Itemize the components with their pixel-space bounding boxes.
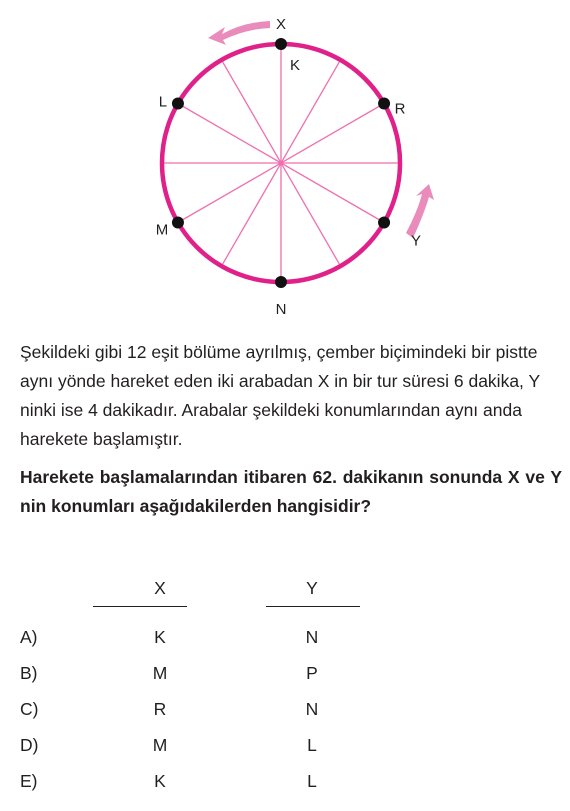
option-x-value: R [153, 699, 167, 719]
option-x-value: M [152, 735, 168, 755]
option-d[interactable] [20, 730, 380, 766]
position-dot [378, 217, 390, 229]
option-b[interactable] [20, 658, 380, 694]
option-y-value: P [306, 663, 318, 683]
header-y-rule [266, 606, 360, 607]
option-a[interactable] [20, 622, 380, 658]
point-label-y: Y [411, 232, 422, 250]
option-e[interactable] [20, 766, 380, 802]
options-header [20, 576, 380, 622]
question-intro: Şekildeki gibi 12 eşit bölüme ayrılmış, çember biçimindeki bir pistte aynı yönde hareket eden iki arabadan X in bir tur süresi 6 dakika, Y ninki ise 4 dakikadır. Arabalar şekildeki konumlarından aynı anda harekete başlamıştır. [20, 342, 540, 449]
option-letter: A) [20, 627, 38, 647]
point-label-m: M [155, 221, 169, 239]
option-letter: E) [20, 771, 38, 791]
position-dot [275, 38, 287, 50]
option-y-value: N [305, 699, 319, 719]
position-dot [172, 217, 184, 229]
option-letter: D) [20, 735, 39, 755]
option-x-value: K [154, 771, 166, 791]
header-y: Y [306, 578, 318, 598]
point-label-l: L [158, 93, 168, 111]
y-direction-arrow [406, 184, 434, 238]
option-y-value: L [307, 771, 317, 791]
option-y-value: N [305, 627, 319, 647]
point-label-x: X [275, 16, 287, 33]
header-x: X [154, 578, 166, 598]
option-y-value: L [307, 735, 317, 755]
answer-options [20, 576, 380, 802]
position-dot [172, 98, 184, 110]
circular-track-diagram [0, 0, 570, 330]
point-label-r: R [394, 100, 406, 118]
x-direction-arrow [208, 21, 270, 45]
header-x-rule [93, 606, 187, 607]
option-c[interactable] [20, 694, 380, 730]
point-label-n: N [275, 301, 287, 318]
option-letter: C) [20, 699, 39, 719]
option-x-value: M [152, 663, 168, 683]
position-dot [275, 276, 287, 288]
option-x-value: K [154, 627, 166, 647]
position-dot [378, 98, 390, 110]
point-label-k: K [289, 57, 301, 74]
option-letter: B) [20, 663, 38, 683]
question-prompt: Harekete başlamalarından itibaren 62. dakikanın sonunda X ve Y nin konumları aşağıdakilerden hangisidir? [20, 467, 562, 516]
